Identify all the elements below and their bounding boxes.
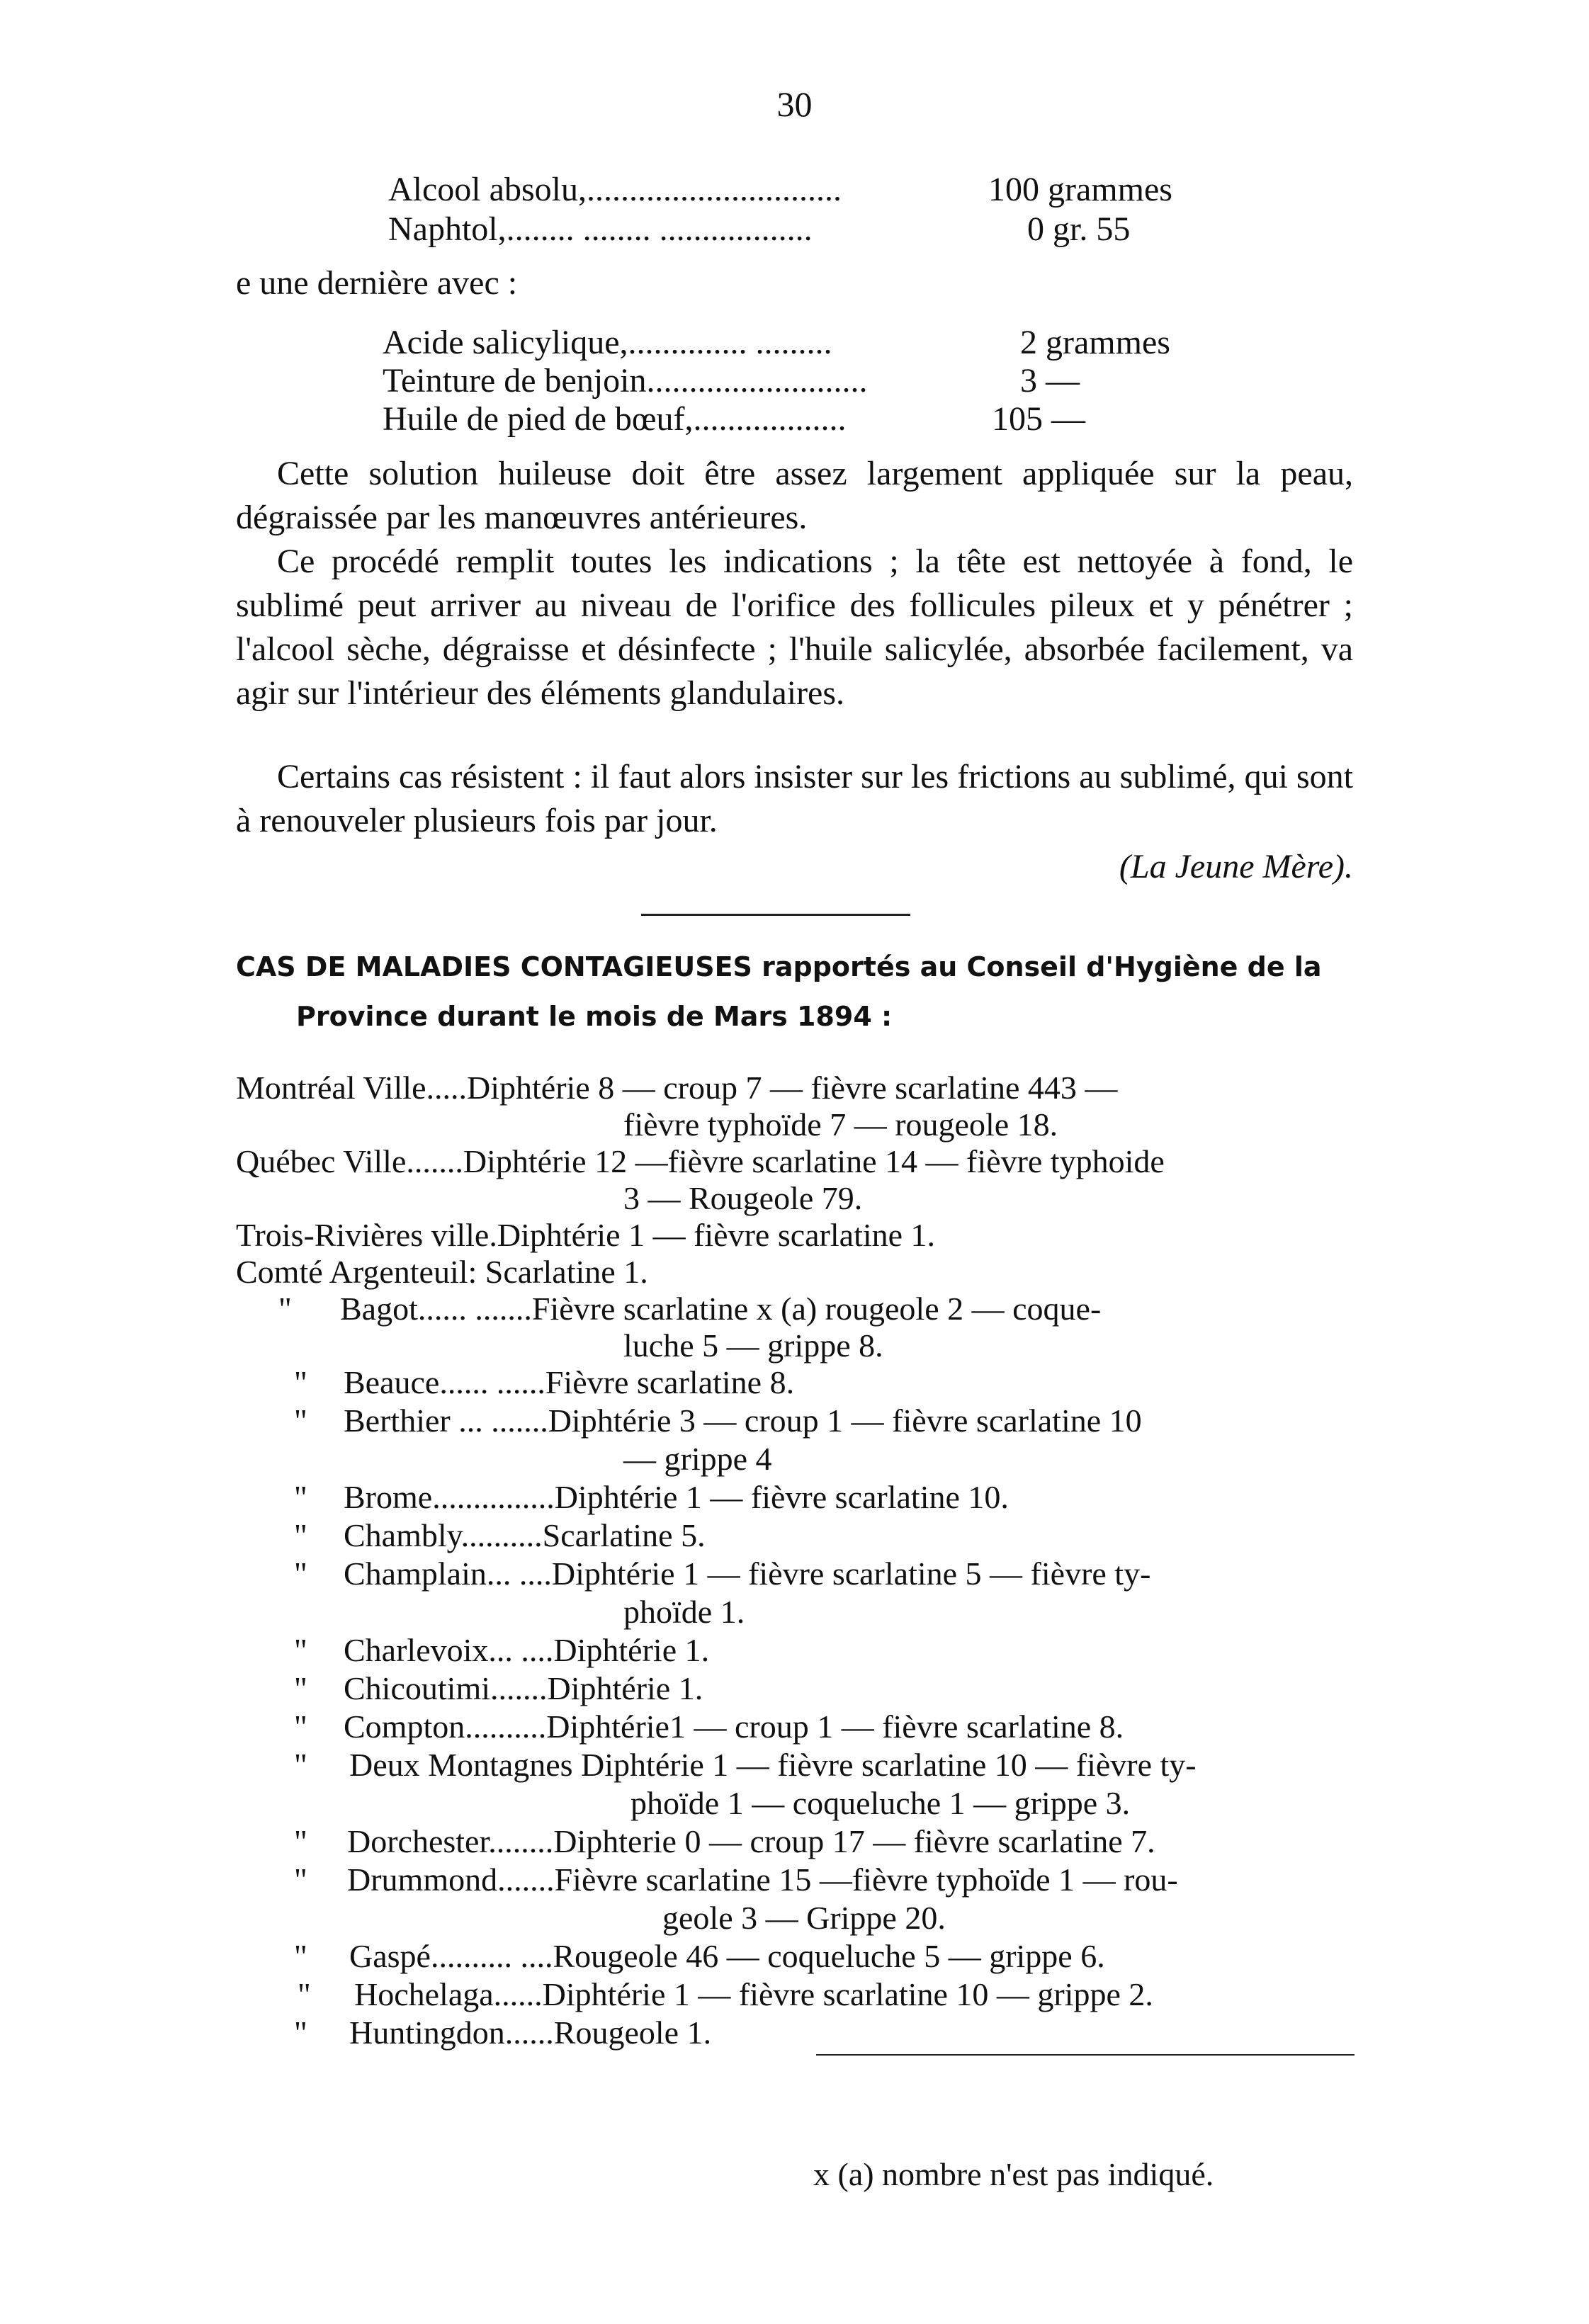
entry-line: Beauce...... ......Fièvre scarlatine 8. bbox=[344, 1364, 795, 1400]
leader-dots: ........ ........ .................. bbox=[506, 210, 813, 248]
ditto-mark: " bbox=[294, 1402, 307, 1439]
formula-ingredient: Naphtol, bbox=[388, 210, 507, 248]
formula-ingredient: Huile de pied de bœuf, bbox=[383, 400, 694, 438]
entry-line: Champlain... ....Diphtérie 1 — fièvre scarlatine 5 — fièvre ty- bbox=[344, 1555, 1151, 1592]
heading-line: CAS DE MALADIES CONTAGIEUSES rapportés au Conseil d'Hygiène de la bbox=[236, 951, 1322, 982]
entry-line: Compton..........Diphtérie1 — croup 1 — fièvre scarlatine 8. bbox=[344, 1708, 1124, 1745]
entry-line: Gaspé.......... ....Rougeole 46 — coqueluche 5 — grippe 6. bbox=[349, 1938, 1105, 1974]
entry-line: Berthier ... .......Diphtérie 3 — croup 1 — fièvre scarlatine 10 bbox=[344, 1402, 1142, 1439]
leader-dots: .................. bbox=[693, 400, 847, 438]
entry-line: Brome...............Diphtérie 1 — fièvre scarlatine 10. bbox=[344, 1479, 1009, 1515]
section-divider bbox=[641, 914, 910, 916]
entry-continuation: geole 3 — Grippe 20. bbox=[662, 1900, 946, 1936]
entry-line: Hochelaga......Diphtérie 1 — fièvre scarlatine 10 — grippe 2. bbox=[354, 1976, 1153, 2012]
entry-line: Huntingdon......Rougeole 1. bbox=[349, 2014, 712, 2051]
formula-amount: 3 — bbox=[1020, 362, 1080, 399]
formula-ingredient: Acide salicylique, bbox=[383, 324, 628, 361]
ditto-mark: " bbox=[294, 1708, 307, 1745]
entry-line: Québec Ville.......Diphtérie 12 —fièvre scarlatine 14 — fièvre typhoide bbox=[236, 1143, 1165, 1179]
body-paragraph: Cette solution huileuse doit être assez largement appliquée sur la peau, dégraissée par les manœuvres antérieures. bbox=[236, 455, 1353, 536]
entry-line: Charlevoix... ....Diphtérie 1. bbox=[344, 1632, 710, 1668]
leader-dots: .............................. bbox=[586, 171, 842, 208]
ditto-mark: " bbox=[298, 1976, 311, 2012]
body-paragraph: Ce procédé remplit toutes les indications ; la tête est nettoyée à fond, le sublimé peut arriver au niveau de l'orifice des follicules pileux et y pénétrer ; l'alcool sèche, dégraisse et désinfecte ; l'huile salicylée, absorbée facilement, va agir sur l'intérieur des éléments glandulaires. bbox=[236, 543, 1353, 712]
ditto-mark: " bbox=[294, 1479, 307, 1515]
entry-continuation: 3 — Rougeole 79. bbox=[623, 1180, 863, 1216]
formula-ingredient: Teinture de benjoin bbox=[383, 362, 647, 399]
source-citation: (La Jeune Mère). bbox=[1119, 848, 1353, 885]
leader-dots: .......................... bbox=[646, 362, 868, 399]
ditto-mark: " bbox=[294, 1823, 307, 1859]
body-paragraph: Certains cas résistent : il faut alors insister sur les frictions au sublimé, qui sont à renouveler plusieurs fois par jour. bbox=[236, 758, 1353, 839]
entry-line: Bagot...... .......Fièvre scarlatine x (a) rougeole 2 — coque- bbox=[340, 1291, 1102, 1327]
ditto-mark: " bbox=[294, 1670, 307, 1706]
formula2-row bbox=[383, 399, 847, 439]
entry-line: Chambly..........Scarlatine 5. bbox=[344, 1517, 706, 1553]
formula-intro: e une dernière avec : bbox=[236, 264, 518, 302]
formula-amount: 0 gr. 55 bbox=[1027, 210, 1131, 248]
footnote: x (a) nombre n'est pas indiqué. bbox=[813, 2156, 1214, 2192]
entry-continuation: luche 5 — grippe 8. bbox=[623, 1327, 883, 1364]
ditto-mark: " bbox=[294, 1861, 307, 1898]
entry-line: Comté Argenteuil: Scarlatine 1. bbox=[236, 1254, 648, 1290]
ditto-mark: " bbox=[294, 1517, 307, 1553]
formula2-row bbox=[383, 361, 868, 401]
ditto-mark: " bbox=[294, 1364, 307, 1400]
formula1-row bbox=[388, 170, 842, 210]
footnote-divider bbox=[816, 2054, 1355, 2056]
ditto-mark: " bbox=[294, 2014, 307, 2051]
formula-ingredient: Alcool absolu, bbox=[388, 171, 587, 208]
ditto-mark: " bbox=[278, 1291, 292, 1327]
entry-continuation: phoïde 1. bbox=[623, 1594, 745, 1630]
leader-dots: .............. ......... bbox=[628, 324, 832, 361]
formula1-row bbox=[388, 210, 813, 249]
section-heading bbox=[236, 942, 1362, 1041]
ditto-mark: " bbox=[294, 1747, 307, 1783]
heading-line: Province durant le mois de Mars 1894 : bbox=[296, 1001, 893, 1032]
entry-line: Dorchester........Diphterie 0 — croup 17 — fièvre scarlatine 7. bbox=[347, 1823, 1155, 1859]
page-number: 30 bbox=[776, 84, 813, 124]
ditto-mark: " bbox=[294, 1632, 307, 1668]
entry-line: Drummond.......Fièvre scarlatine 15 —fièvre typhoïde 1 — rou- bbox=[347, 1861, 1178, 1898]
formula-amount: 100 grammes bbox=[988, 171, 1172, 208]
entry-line: Montréal Ville.....Diphtérie 8 — croup 7 — fièvre scarlatine 443 — bbox=[236, 1070, 1118, 1106]
ditto-mark: " bbox=[294, 1555, 307, 1592]
formula-amount: 2 grammes bbox=[1020, 324, 1170, 361]
entry-continuation: — grippe 4 bbox=[623, 1441, 772, 1477]
entry-continuation: fièvre typhoïde 7 — rougeole 18. bbox=[623, 1106, 1058, 1143]
formula-amount: 105 — bbox=[992, 400, 1085, 438]
entry-line: Trois-Rivières ville.Diphtérie 1 — fièvre scarlatine 1. bbox=[236, 1217, 936, 1253]
entry-line: Chicoutimi.......Diphtérie 1. bbox=[344, 1670, 703, 1706]
entry-continuation: phoïde 1 — coqueluche 1 — grippe 3. bbox=[630, 1785, 1131, 1821]
formula2-row bbox=[383, 323, 832, 363]
entry-line: Deux Montagnes Diphtérie 1 — fièvre scarlatine 10 — fièvre ty- bbox=[349, 1747, 1197, 1783]
ditto-mark: " bbox=[294, 1938, 307, 1974]
